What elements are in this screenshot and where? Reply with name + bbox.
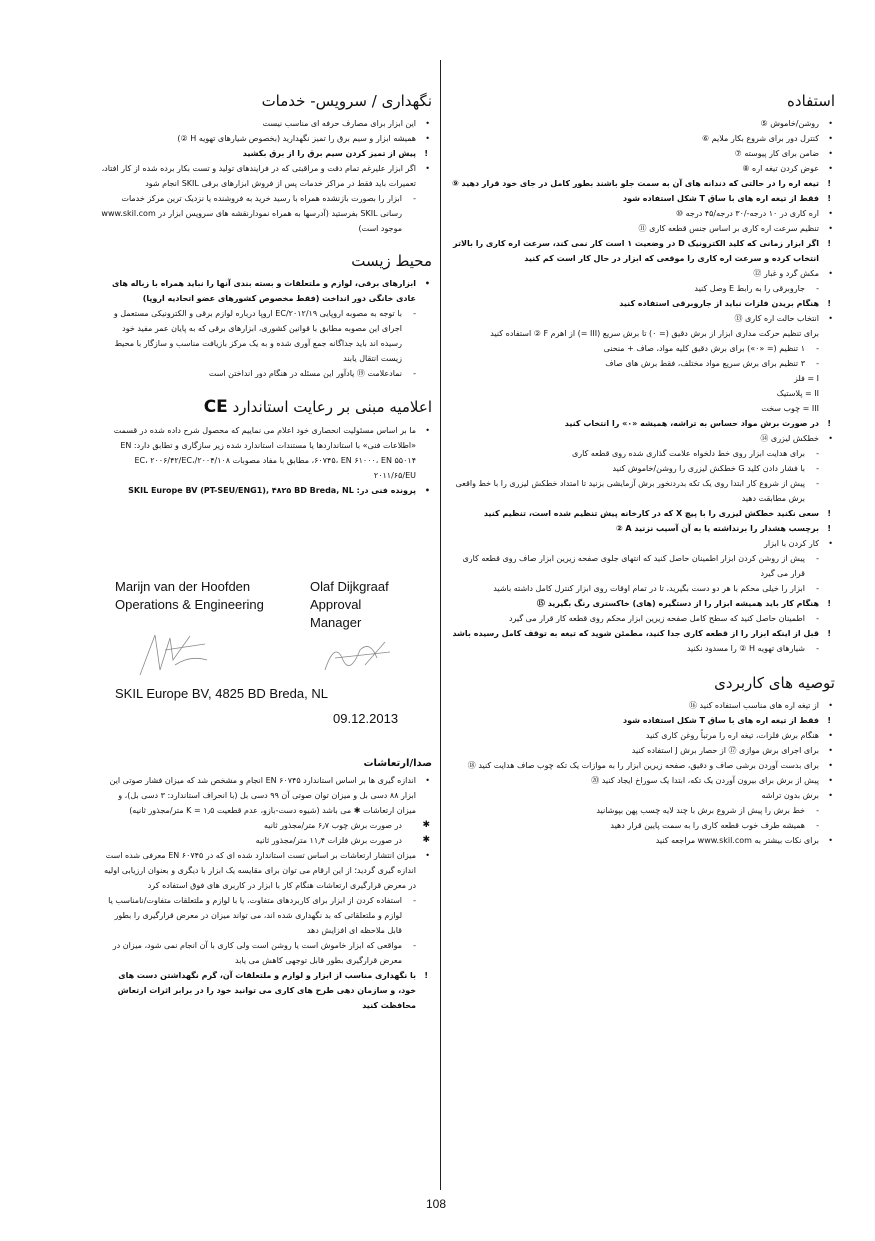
list-item: ! با نگهداری مناسب از ابزار و لوازم و ملتعلقات آن، گرم نگهداشتن دست های خود، و سازمان دهی طرح های کاری می توانید خود را در برابر اثرات ارتعاش محافظت کنید [100, 968, 432, 1013]
column-divider [440, 60, 441, 1190]
list-item: ✱ در صورت برش فلزات ۱۱٫۴ متر/مجذور ثانیه [100, 833, 432, 848]
signer-1 [115, 578, 264, 614]
list-item: • ضامن برای کار پیوسته ⑦ [450, 146, 835, 161]
list-item: ! در صورت برش مواد حساس به تراشه، همیشه «۰» را انتخاب کنید [450, 416, 835, 431]
list-item: - ۱ تنظیم (= «۰») برای برش دقیق کلیه مواد، صاف + منحنی [450, 341, 835, 356]
list-item: • عوض کردن تیغه اره ⑧ [450, 161, 835, 176]
list-item: - ابزار را خیلی محکم با هر دو دست بگیرید، تا در تمام اوقات روی ابزار کنترل کامل داشته باشید [450, 581, 835, 596]
list-item: ! فقط از تیغه اره های با ساق T شکل استفاده شود [450, 191, 835, 206]
list-item: I = فلز [793, 374, 819, 383]
list-item: - ابزار را بصورت بازنشده همراه با رسید خرید به فروشنده یا نزدیک ترین مرکز خدمات رسانی SKIL بفرستید (آدرسها به همراه نمودارنقشه های سرویس ابزار در www.skil.com موجود است) [100, 191, 432, 236]
list-item: - جاروبرقی را به رابط E وصل کنید [450, 281, 835, 296]
ce-list [100, 423, 432, 498]
list-item: • این ابزار برای مصارف حرفه ای مناسب نیست [100, 116, 432, 131]
list-item: • از تیغه اره های مناسب استفاده کنید ⑯ [450, 698, 835, 713]
list-item: • روشن/خاموش ⑤ [450, 116, 835, 131]
list-item: • برش بدون تراشه [450, 788, 835, 803]
right-column [450, 92, 835, 858]
list-item: - پیش از شروع کار ابتدا روی یک تکه بدردنخور برش آزمایشی بزنید تا امتداد خطکش لیزری را با خط واقعی برش مطابقت دهید [450, 476, 835, 506]
company-address: SKIL Europe BV, 4825 BD Breda, NL [115, 686, 328, 701]
list-item: - شیارهای تهویه H ② را مسدود نکنید [450, 641, 835, 656]
tips-list [450, 698, 835, 848]
list-item: • همیشه ابزار و سیم برق را تمیز نگهدارید (بخصوص شیارهای تهویه H ②) [100, 131, 432, 146]
list-item: • برای نکات بیشتر به www.skil.com مراجعه کنید [450, 833, 835, 848]
environment-list [100, 276, 432, 381]
signature-2-image [315, 630, 395, 680]
list-item: II = پلاستیک [776, 389, 819, 398]
list-item: • کنترل دور برای شروع بکار ملایم ⑥ [450, 131, 835, 146]
list-item: • پیش از برش برای بیرون آوردن یک تکه، ابتدا یک سوراخ ایجاد کنید ⑳ [450, 773, 835, 788]
list-item: - پیش از روشن کردن ابزار اطمینان حاصل کنید که انتهای جلوی صفحه زیرین ابزار صاف روی قطعه کاری قرار می گیرد [450, 551, 835, 581]
list-item: • برای اجرای برش موازی ⑰ از حصار برش J استفاده کنید [450, 743, 835, 758]
ce-title [100, 397, 432, 417]
usage-section [450, 92, 835, 656]
list-item: - مواقعی که ابزار خاموش است یا روشن است ولی کاری با آن انجام نمی شود، میزان در معرض قرارگیری بطور قابل توجهی کاهش می یابد [100, 938, 432, 968]
signature-1-image [135, 630, 215, 680]
list-item: ! اگر ابزار زمانی که کلید الکترونیک D در وضعیت ۱ است کار نمی کند، سرعت اره کاری را بالاتر انتخاب کرده و سرعت اره کاری را موقعی که ابزار در حال کار است کم کنید [450, 236, 835, 266]
list-item: ! پیش از تمیز کردن سیم برق را از برق بکشید [100, 146, 432, 161]
list-item: - خط برش را پیش از شروع برش با چند لایه چسب پهن بپوشانید [450, 803, 835, 818]
tips-title: توصیه های کاربردی [714, 674, 835, 692]
noise-list [100, 773, 432, 1013]
list-item: - اطمینان حاصل کنید که سطح کامل صفحه زیرین ابزار محکم روی قطعه کار قرار می گیرد [450, 611, 835, 626]
list-item: • خطکش لیزری ⑭ [450, 431, 835, 446]
list-item: • پرونده فنی در: SKIL Europe BV (PT-SEU/ENG1), ۴۸۲۵ BD Breda, NL [100, 483, 432, 498]
service-section [100, 92, 432, 236]
list-item: • تنظیم سرعت اره کاری بر اساس جنس قطعه کاری ⑪ [450, 221, 835, 236]
list-item: ! تیغه اره را در حالتی که دندانه های آن به سمت جلو باشند بطور کامل در جای خود قرار دهید ⑨ [450, 176, 835, 191]
declaration-date: 09.12.2013 [333, 711, 399, 726]
list-item: • اگر ابزار علیرغم تمام دقت و مراقبتی که در فرایندهای تولید و تست بکار برده شده از کار افتاد، تعمیرات باید فقط در مراکز خدمات پس از فروش ابزارهای برقی SKIL انجام شود [100, 161, 432, 191]
service-title: نگهداری / سرویس- خدمات [261, 92, 432, 110]
list-item: • برای بدست آوردن برشی صاف و دقیق، صفحه زیرین ابزار را به موازات یک تکه چوب صاف هدایت کنید ⑱ [450, 758, 835, 773]
signer-2-role: Approval Manager [310, 597, 362, 630]
list-item: - با فشار دادن کلید G خطکش لیزری را روشن/خاموش کنید [450, 461, 835, 476]
list-item: - استفاده کردن از ابزار برای کاربردهای متفاوت، یا با لوازم و ملتعلقات متفاوت/نامناسب یا لوازم و ملتعلقاتی که بد نگهداری شده اند، می تواند میزان در معرض قرارگیری را بطور قابل ملاحظه ای افزایش دهد [100, 893, 432, 938]
noise-title: صدا/ارتعاشات [363, 758, 432, 769]
list-item: - همیشه طرف خوب قطعه کاری را به سمت پایین قرار دهید [450, 818, 835, 833]
list-item: برای تنظیم حرکت مداری ابزار از برش دقیق (= ۰) تا برش سریع (III =) از اهرم F ② استفاده کنید [490, 329, 819, 338]
noise-section [100, 742, 432, 1013]
list-item: ! فقط از تیغه اره های با ساق T شکل استفاده شود [450, 713, 835, 728]
left-column [100, 92, 432, 508]
list-item: • ابزارهای برقی، لوازم و ملتعلقات و بسته بندی آنها را نباید همراه با زباله های عادی خانگی دور انداخت (فقط مخصوص کشورهای عضو اتحادیه اروپا) [100, 276, 432, 306]
list-item: • اندازه گیری ها بر اساس استاندارد EN ۶۰۷۴۵ انجام و مشخص شد که میزان فشار صوتی این ابزار ۸۸ دسی بل و میزان توان صوتی آن ۹۹ دسی بل (با انحراف استاندارد: ۳ دسی بل)، و میزان ارتعاشات ✱ می باشد (شیوه دست-بازو، عدم قطعیت K = ۱٫۵ متر/مجذور ثانیه) [100, 773, 432, 818]
list-item: • ما بر اساس مسئولیت انحصاری خود اعلام می نماییم که محصول شرح داده شده در قسمت «اطلاعات فنی» با استانداردها یا مستندات استاندارد شده زیر سازگاری و تطابق دارد: EN ۶۰۷۴۵، EN ۶۱۰۰۰، EN ۵۵۰۱۴، مطابق با مفاد مصوبات ۲۰۰۴/۱۰۸/EC، ۲۰۰۶/۴۲/EC، ۲۰۱۱/۶۵/EU [100, 423, 432, 483]
signer-2 [310, 578, 415, 632]
list-item: ! سعی نکنید خطکش لیزری را با پیچ X که در کارخانه پیش تنظیم شده است، تنظیم کنید [450, 506, 835, 521]
list-item: III = چوب سخت [761, 404, 819, 413]
tips-section [450, 674, 835, 848]
list-item: ✱ در صورت برش چوب ۶٫۷ متر/مجذور ثانیه [100, 818, 432, 833]
list-item: ! هنگام بریدن فلزات نباید از جاروبرقی استفاده کنید [450, 296, 835, 311]
ce-mark-icon: CE [203, 397, 228, 417]
signer-1-name: Marijn van der Hoofden [115, 579, 251, 594]
list-item: • اره کاری در ۱۰ درجه-/۳۰ درجه/۴۵ درجه ⑩ [450, 206, 835, 221]
signer-1-role: Operations & Engineering [115, 597, 264, 612]
list-item: • کار کردن با ابزار [450, 536, 835, 551]
environment-section [100, 252, 432, 381]
signer-2-name: Olaf Dijkgraaf [310, 579, 389, 594]
usage-title: استفاده [787, 92, 835, 110]
usage-list [450, 116, 835, 656]
list-item: ! هنگام کار باید همیشه ابزار را از دستگیره (های) خاکستری رنگ بگیرید ⑮ [450, 596, 835, 611]
list-item: • میزان انتشار ارتعاشات بر اساس تست استاندارد شده ای که در EN ۶۰۷۴۵ معرفی شده است اندازه گیری گردید؛ از این ارقام می توان برای مقایسه یک ابزار با دیگری و بعنوان ارزیابی اولیه در معرض قرارگیری ارتعاشات هنگام کار با ابزار در کاربری های فوق استفاده کرد [100, 848, 432, 893]
list-item: • مکش گرد و غبار ⑫ [450, 266, 835, 281]
list-item: • هنگام برش فلزات، تیغه اره را مرتباً روغن کاری کنید [450, 728, 835, 743]
environment-title: محیط زیست [351, 252, 432, 270]
list-item: - نمادعلامت ⑲ یادآور این مسئله در هنگام دور انداختن است [100, 366, 432, 381]
page-number: 108 [426, 1197, 447, 1211]
list-item: - با توجه به مصوبه اروپایی ۲۰۱۲/۱۹/EC اروپا درباره لوازم برقی و الکترونیکی مستعمل و اجرای این مصوبه مطابق با قوانین کشوری، ابزارهای برقی که به پایان عمر مفید خود رسیده اند باید جداگانه جمع آوری شده و به یک مرکز بازیافت مناسب و سازگار با محیط زیست انتقال یابند [100, 306, 432, 366]
ce-title-text: اعلامیه مبنی بر رعایت استاندارد [232, 398, 432, 416]
list-item: ! قبل از اینکه ابزار را از قطعه کاری جدا کنید، مطمئن شوید که تیغه به توقف کامل رسیده باشد [450, 626, 835, 641]
list-item: ! برچسب هشدار را برنداشته یا به آن آسیب نزنید A ② [450, 521, 835, 536]
list-item: • انتخاب حالت اره کاری ⑬ [450, 311, 835, 326]
service-list [100, 116, 432, 236]
ce-section [100, 397, 432, 498]
list-item: - ۳ تنظیم برای برش سریع مواد مختلف، فقط برش های صاف [450, 356, 835, 371]
list-item: - برای هدایت ابزار روی خط دلخواه علامت گذاری شده روی قطعه کاری [450, 446, 835, 461]
